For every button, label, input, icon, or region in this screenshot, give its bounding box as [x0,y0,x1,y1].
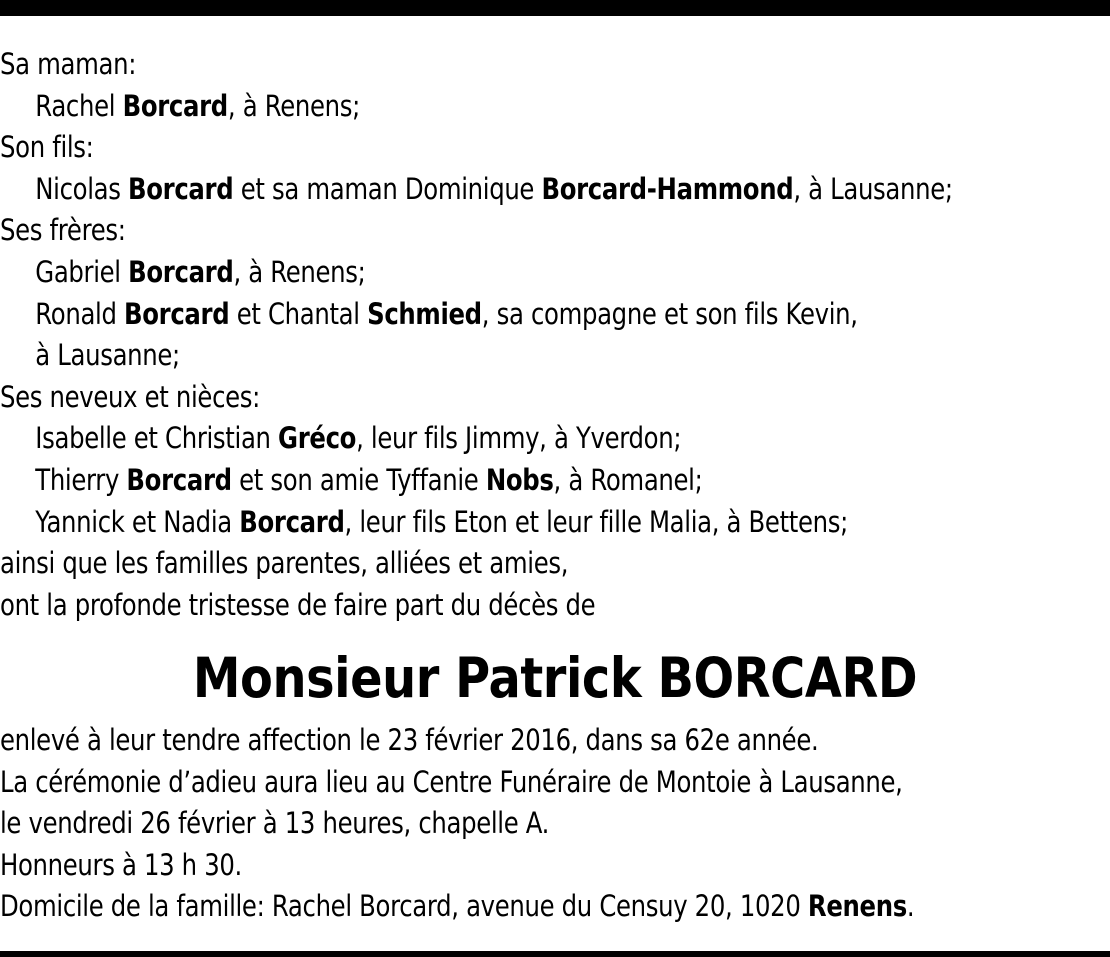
surname: Borcard [128,254,234,289]
family-heading-mother: Sa maman: [0,47,137,81]
text-span: à Lausanne; [35,338,180,373]
family-member-son [0,169,953,211]
text-span: , leur fils Eton et leur fille Malia, à Bettens; [344,504,848,539]
text-span: , à Renens; [233,254,366,289]
surname: Nobs [485,462,554,497]
family-member-nephew [0,418,932,460]
surname: Schmied [367,296,482,331]
family-member-mother [0,86,932,128]
family-member-brother-cont [0,335,932,377]
text-span: enlevé à leur tendre affection le 23 février 2016, dans sa 62e année. [0,723,819,757]
text-span: La cérémonie d’adieu aura lieu au Centre Funéraire de Montoie à Lausanne, [0,764,903,799]
family-member-nephew [0,460,932,502]
text-span: et Chantal [229,296,368,331]
text-span: Nicolas [35,171,129,206]
text-span: Domicile de la famille: Rachel Borcard, avenue du Censuy 20, 1020 [0,889,808,924]
detail-line [0,845,932,887]
family-list [0,44,953,626]
surname: Borcard-Hammond [541,171,794,206]
text-span: et son amie Tyffanie [231,462,486,497]
city-name: Renens [807,889,907,924]
text-span: Yannick et Nadia [35,504,240,539]
text-span: , à Lausanne; [793,171,953,206]
surname: Borcard [239,504,345,539]
surname: Borcard [122,88,228,123]
text-span: le vendredi 26 février à 13 heures, chapelle A. [0,806,550,841]
text-span: Gabriel [35,254,129,289]
detail-line [0,886,932,928]
family-others: ainsi que les familles parentes, alliées et amies, [0,546,569,581]
top-rule [0,0,1110,16]
family-heading-son: Son fils: [0,130,94,165]
text-span: et sa maman Dominique [233,171,542,206]
text-span: , à Renens; [227,88,360,123]
family-member-brother [0,294,932,336]
detail-line [0,803,932,845]
family-member-brother [0,252,932,294]
text-span: , leur fils Jimmy, à Yverdon; [356,421,682,456]
detail-line [0,762,932,804]
family-member-nephew [0,502,932,544]
text-span: Thierry [35,462,127,497]
text-span: Isabelle et Christian [35,421,279,456]
surname: Gréco [278,421,357,456]
text-span: Ronald [35,296,125,331]
bottom-rule [0,951,1110,957]
surname: Borcard [128,171,234,206]
deceased-name: Monsieur Patrick BORCARD [192,646,918,710]
ceremony-details [0,720,932,928]
family-heading-brothers: Ses frères: [0,213,126,248]
surname: Borcard [126,462,232,497]
text-span: Honneurs à 13 h 30. [0,847,242,882]
family-heading-nephews: Ses neveux et nièces: [0,379,261,414]
text-span: , sa compagne et son fils Kevin, [481,296,858,331]
surname: Borcard [124,296,230,331]
detail-line [0,720,932,762]
text-span: . [906,889,915,924]
text-span: , à Romanel; [553,462,703,497]
text-span: Rachel [35,88,123,123]
announcement-intro: ont la profonde tristesse de faire part du décès de [0,587,596,622]
